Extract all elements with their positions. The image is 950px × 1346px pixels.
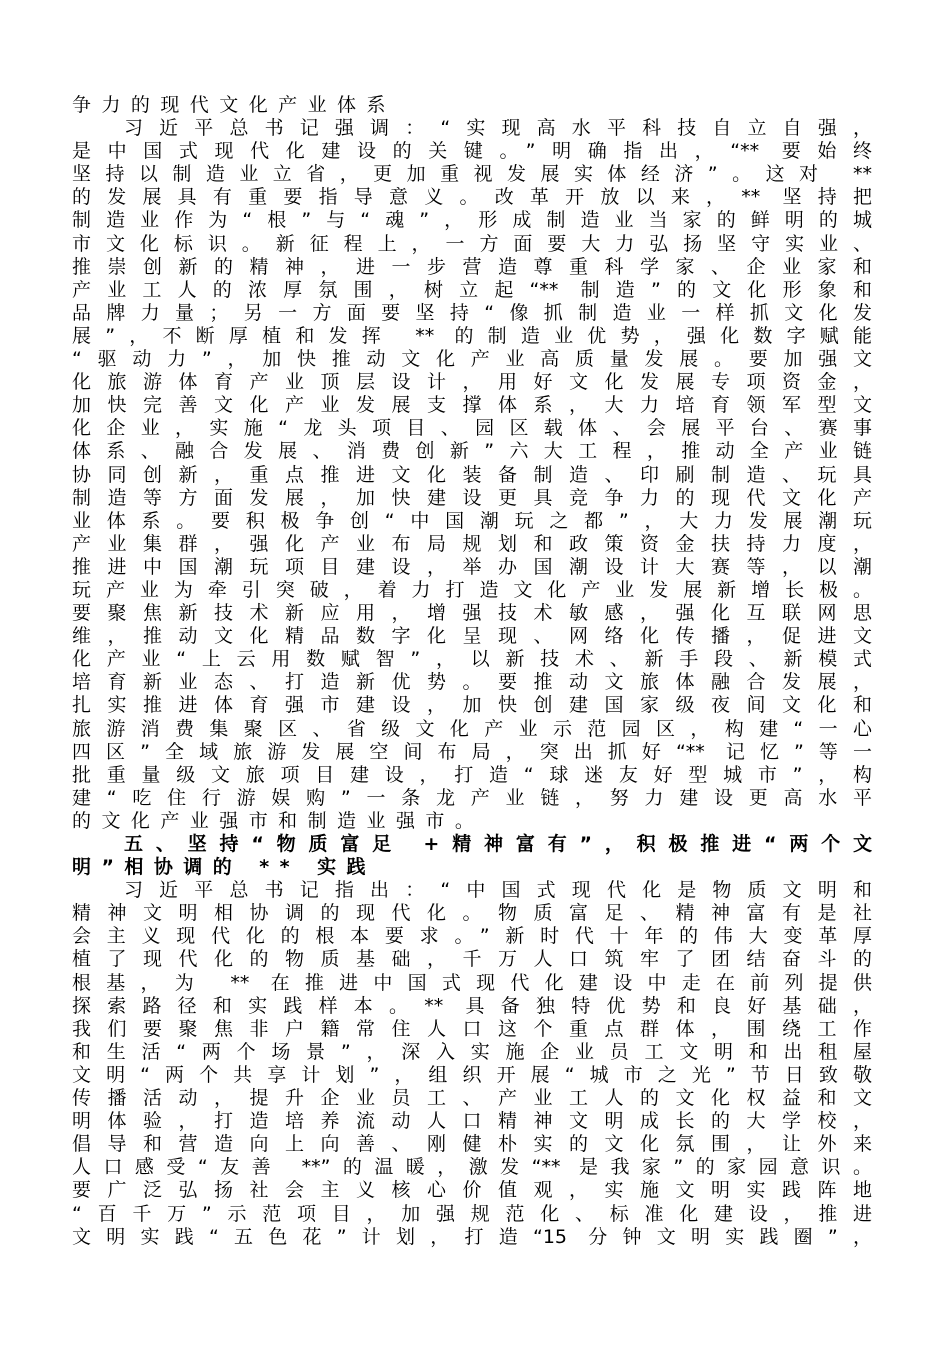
text-line: 我们要聚焦非户籍常住人口这个重点群体，围绕工作 <box>72 1017 872 1040</box>
section-heading: 五、坚持“物质富足 +精神富有”，积极推进“两个文 <box>124 833 872 855</box>
text-line: 推进中国潮玩项目建设，举办国潮设计大赛等，以潮 <box>72 555 872 578</box>
paragraph-start-line: 习近平总书记指出：“中国式现代化是物质文明和 <box>124 879 872 902</box>
text-line: 加快完善文化产业发展支撑体系，大力培育领军型文 <box>72 394 872 417</box>
text-line: 培育新业态、打造新优势。要推动文旅体融合发展， <box>72 671 872 694</box>
text-line: 要聚焦新技术新应用，增强技术敏感，强化互联网思 <box>72 602 872 625</box>
text-line: 植了现代化的物质基础，千万人口筑牢了团结奋斗的 <box>72 948 872 971</box>
text-line: 产业集群，强化产业布局规划和政策资金扶持力度， <box>72 532 872 555</box>
text-line: 业体系。要积极争创“中国潮玩之都”，大力发展潮玩 <box>72 509 872 532</box>
text-line: 精神文明相协调的现代化。物质富足、精神富有是社 <box>72 902 872 925</box>
text-line: 玩产业为牵引突破，着力打造文化产业发展新增长极。 <box>72 578 872 601</box>
text-line: 化企业，实施“龙头项目、园区载体、会展平台、赛事 <box>72 417 872 440</box>
text-line: 化旅游体育产业顶层设计，用好文化发展专项资金， <box>72 371 872 394</box>
text-line: 品牌力量；另一方面要坚持“像抓制造业一样抓文化发 <box>72 301 872 324</box>
text-line: 根基，为 ** 在推进中国式现代化建设中走在前列提供 <box>72 971 872 994</box>
text-line: 要广泛弘扬社会主义核心价值观，实施文明实践阵地 <box>72 1179 872 1202</box>
text-line: 展”，不断厚植和发挥 ** 的制造业优势，强化数字赋能 <box>72 324 872 347</box>
text-line: 探索路径和实践样本。** 具备独特优势和良好基础， <box>72 994 872 1017</box>
text-line: 人口感受“友善 **”的温暖，激发“** 是我家”的家园意识。 <box>72 1156 872 1179</box>
section-heading-continued: 明”相协调的 ** 实践 <box>72 856 376 879</box>
text-line: 文明“两个共享计划”，组织开展“城市之光”节日致敬 <box>72 1063 872 1086</box>
text-line: 文明实践“五色花”计划，打造“15 分钟文明实践圈”， <box>72 1225 872 1248</box>
text-line: 产业工人的浓厚氛围，树立起“** 制造”的文化形象和 <box>72 278 872 301</box>
text-line: 争力的现代文化产业体系 <box>72 94 396 116</box>
text-line: 批重量级文旅项目建设，打造“球迷友好型城市”，构 <box>72 763 872 786</box>
paragraph-start-line: 习近平总书记强调：“实现高水平科技自立自强， <box>124 117 872 140</box>
text-line: “驱动力”，加快推动文化产业高质量发展。要加强文 <box>72 348 872 371</box>
text-line: 是中国式现代化建设的关键。”明确指出，“** 要始终 <box>72 140 872 163</box>
text-line: 建“吃住行游娱购”一条龙产业链，努力建设更高水平 <box>72 786 872 809</box>
text-line: 坚持以制造业立省，更加重视发展实体经济”。这对 ** <box>72 163 872 186</box>
text-line: 推崇创新的精神，进一步营造尊重科学家、企业家和 <box>72 255 872 278</box>
text-line: 明体验，打造培养流动人口精神文明成长的大学校， <box>72 1110 872 1133</box>
text-line: 会主义现代化的根本要求。”新时代十年的伟大变革厚 <box>72 925 872 948</box>
text-line: 维，推动文化精品数字化呈现、网络化传播，促进文 <box>72 625 872 648</box>
text-line: 市文化标识。新征程上，一方面要大力弘扬坚守实业、 <box>72 232 872 255</box>
document-page <box>72 94 872 1249</box>
text-line: 制造业作为“根”与“魂”，形成制造业当家的鲜明的城 <box>72 209 872 232</box>
text-line: 的发展具有重要指导意义。改革开放以来，** 坚持把 <box>72 186 872 209</box>
text-line: 和生活“两个场景”，深入实施企业员工文明和出租屋 <box>72 1040 872 1063</box>
text-line: 倡导和营造向上向善、刚健朴实的文化氛围，让外来 <box>72 1133 872 1156</box>
text-line: 的文化产业强市和制造业强市。 <box>72 809 485 832</box>
text-line: 旅游消费集聚区、省级文化产业示范园区，构建“一心 <box>72 717 872 740</box>
text-line: 四区”全域旅游发展空间布局，突出抓好“** 记忆”等一 <box>72 740 872 763</box>
text-line: 化产业“上云用数赋智”，以新技术、新手段、新模式 <box>72 648 872 671</box>
text-line: 传播活动，提升企业员工、产业工人的文化权益和文 <box>72 1087 872 1110</box>
text-line: “百千万”示范项目，加强规范化、标准化建设，推进 <box>72 1202 872 1225</box>
text-line: 扎实推进体育强市建设，加快创建国家级夜间文化和 <box>72 694 872 717</box>
text-line: 制造等方面发展，加快建设更具竞争力的现代文化产 <box>72 486 872 509</box>
text-line: 体系、融合发展、消费创新”六大工程，推动全产业链 <box>72 440 872 463</box>
text-line: 协同创新，重点推进文化装备制造、印刷制造、玩具 <box>72 463 872 486</box>
